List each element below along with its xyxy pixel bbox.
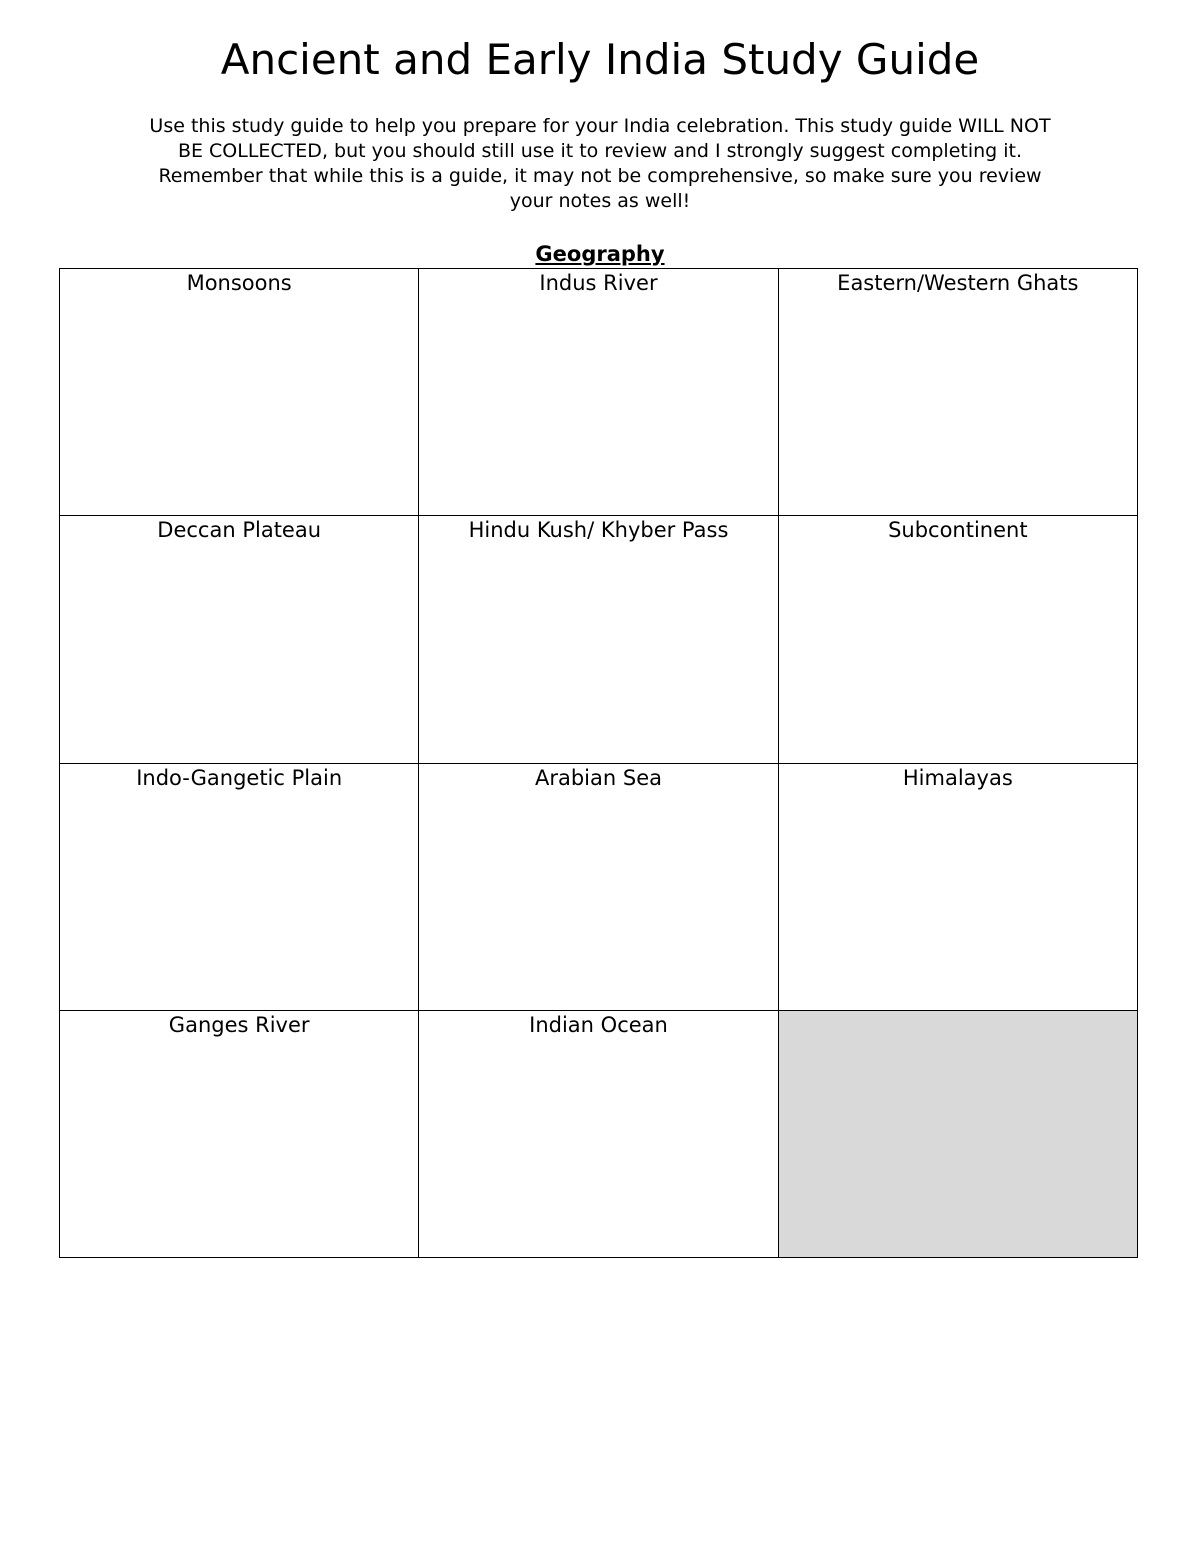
table-cell[interactable] bbox=[419, 269, 778, 516]
table-cell[interactable] bbox=[60, 763, 419, 1010]
table-row bbox=[60, 1010, 1138, 1257]
intro-paragraph bbox=[70, 114, 1130, 214]
geography-heading: Geography bbox=[535, 242, 665, 266]
table-cell[interactable] bbox=[60, 1010, 419, 1257]
table-cell[interactable] bbox=[60, 516, 419, 763]
cell-label: Hindu Kush/ Khyber Pass bbox=[468, 518, 729, 543]
intro-line: Use this study guide to help you prepare for your India celebration. This study guide WILL NOT bbox=[149, 115, 1051, 137]
table-cell[interactable] bbox=[60, 269, 419, 516]
cell-label: Arabian Sea bbox=[534, 765, 662, 790]
intro-line: BE COLLECTED, but you should still use it to review and I strongly suggest completing it. bbox=[177, 140, 1023, 162]
cell-label: Indian Ocean bbox=[529, 1012, 668, 1037]
table-row bbox=[60, 516, 1138, 763]
cell-label: Deccan Plateau bbox=[157, 518, 322, 543]
table-row bbox=[60, 269, 1138, 516]
table-cell[interactable] bbox=[419, 516, 778, 763]
intro-line: Remember that while this is a guide, it may not be comprehensive, so make sure you review bbox=[158, 165, 1042, 187]
shaded-empty-cell bbox=[778, 1010, 1137, 1257]
table-cell[interactable] bbox=[778, 516, 1137, 763]
cell-label: Indo-Gangetic Plain bbox=[136, 765, 343, 790]
table-cell[interactable] bbox=[419, 1010, 778, 1257]
cell-label: Monsoons bbox=[186, 271, 292, 295]
table-cell[interactable] bbox=[778, 269, 1137, 516]
geography-table bbox=[59, 268, 1138, 1258]
cell-label: Himalayas bbox=[902, 765, 1013, 790]
page-title: Ancient and Early India Study Guide bbox=[220, 35, 980, 84]
cell-label: Ganges River bbox=[168, 1012, 310, 1037]
cell-label: Subcontinent bbox=[888, 518, 1028, 543]
table-cell[interactable] bbox=[778, 763, 1137, 1010]
table-cell[interactable] bbox=[419, 763, 778, 1010]
table-row bbox=[60, 763, 1138, 1010]
intro-line: your notes as well! bbox=[509, 190, 691, 212]
cell-label: Eastern/Western Ghats bbox=[837, 271, 1079, 295]
cell-label: Indus River bbox=[539, 271, 658, 295]
